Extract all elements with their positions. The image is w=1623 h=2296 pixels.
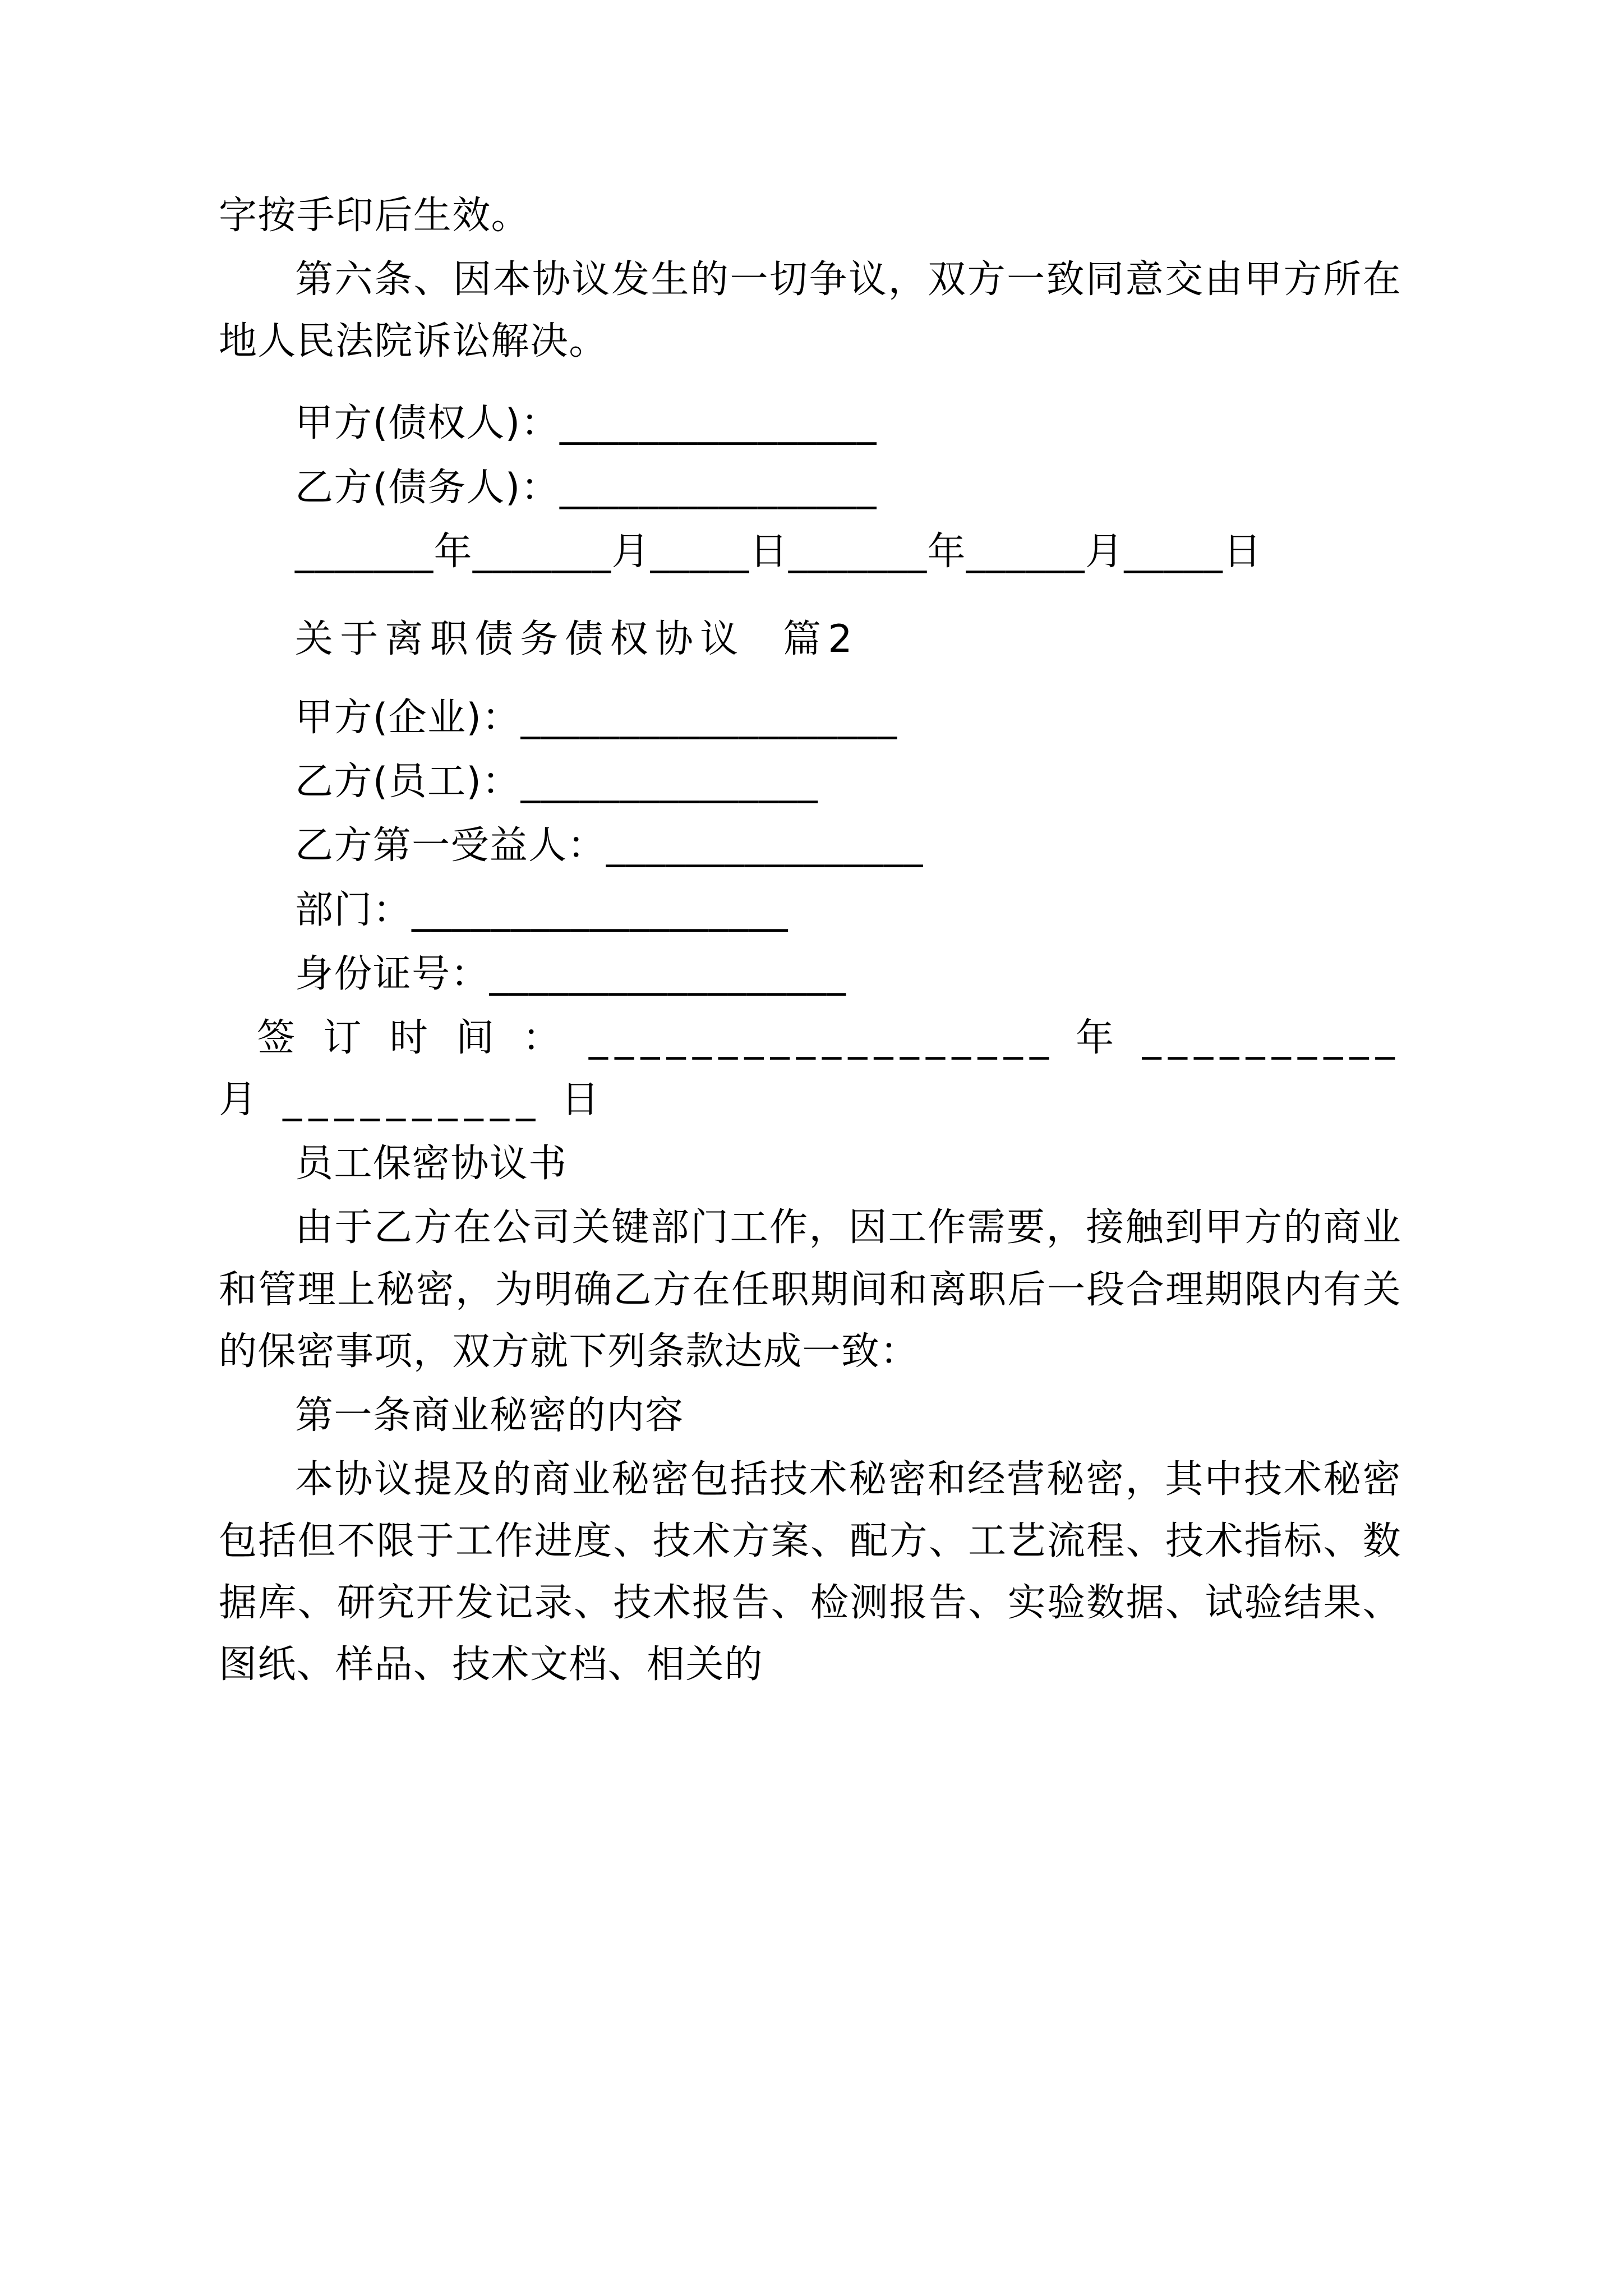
field-party-b-debtor: 乙方(债务人)：________________	[295, 465, 877, 510]
paragraph-clause-six: 第六条、因本协议发生的一切争议，双方一致同意交由甲方所在地人民法院诉讼解决。	[219, 257, 1401, 364]
clause-one-title: 第一条商业秘密的内容	[295, 1393, 684, 1438]
section-title-part2: 关于离职债务债权协议 篇2	[295, 616, 859, 661]
field-id-number: 身份证号：__________________	[295, 951, 847, 996]
confidentiality-agreement-title: 员工保密协议书	[295, 1142, 568, 1186]
field-party-a-creditor: 甲方(债权人)：________________	[295, 401, 877, 446]
field-signing-time: 签 订 时 间 ： __________________ 年 __________ 月 __________ 日	[219, 1015, 1421, 1122]
paragraph-line-continued-effective: 字按手印后生效。	[219, 194, 530, 238]
field-party-a-company: 甲方(企业)：___________________	[295, 696, 898, 740]
confidentiality-preamble: 由于乙方在公司关键部门工作，因工作需要，接触到甲方的商业和管理上秘密，为明确乙方在任职期间和离职后一段合理期限内有关的保密事项，双方就下列条款达成一致：	[219, 1205, 1401, 1374]
field-date-line-signatures: _______年_______月_____日_______年______月_____日	[295, 529, 1262, 574]
field-department: 部门：___________________	[295, 887, 789, 932]
field-party-b-beneficiary: 乙方第一受益人：________________	[295, 823, 924, 868]
clause-one-body: 本协议提及的商业秘密包括技术秘密和经营秘密，其中技术秘密包括但不限于工作进度、技术方案、配方、工艺流程、技术指标、数据库、研究开发记录、技术报告、检测报告、实验数据、试验结果、图纸、样品、技术文档、相关的	[219, 1457, 1401, 1687]
document-body	[219, 185, 1421, 1696]
field-party-b-employee: 乙方(员工)：_______________	[295, 760, 818, 804]
